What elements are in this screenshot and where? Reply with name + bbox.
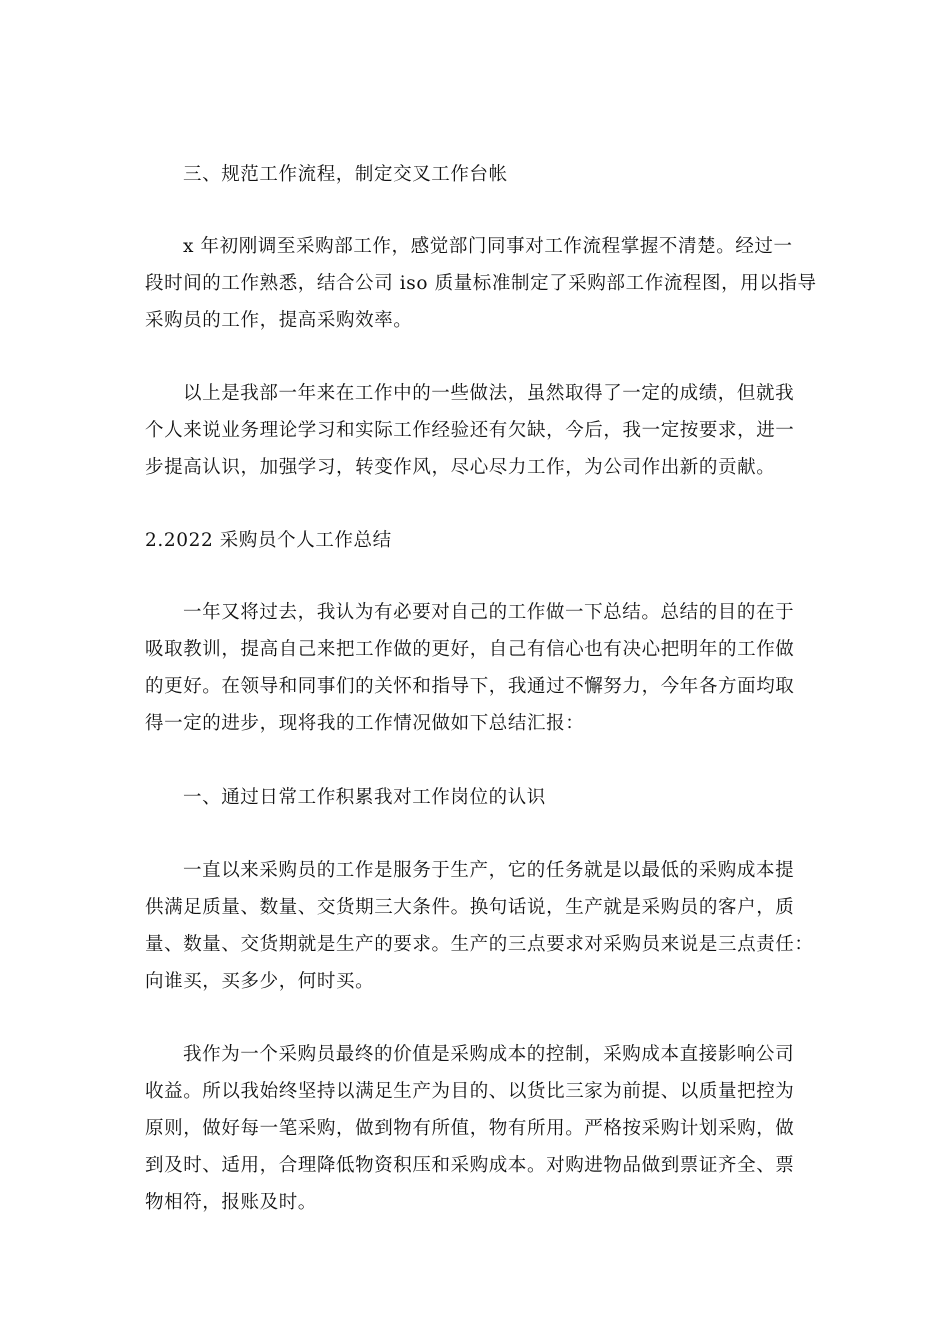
paragraph-line: 收益。所以我始终坚持以满足生产为目的、以货比三家为前提、以质量把控为 (145, 1081, 795, 1102)
paragraph-intro (145, 594, 815, 742)
section-title-text: 2.2022 采购员个人工作总结 (145, 530, 392, 551)
paragraph-role (145, 852, 815, 1000)
heading-text: 一、通过日常工作积累我对工作岗位的认识 (183, 787, 546, 808)
paragraph-line: 步提高认识，加强学习，转变作风，尽心尽力工作，为公司作出新的贡献。 (145, 457, 776, 478)
paragraph-line: 原则，做好每一笔采购，做到物有所值，物有所用。严格按采购计划采购，做 (145, 1118, 795, 1139)
section-heading-one (145, 779, 815, 816)
paragraph-workflow (145, 228, 815, 339)
paragraph-line: 一年又将过去，我认为有必要对自己的工作做一下总结。总结的目的在于 (183, 602, 795, 623)
paragraph-line: 量、数量、交货期就是生产的要求。生产的三点要求对采购员来说是三点责任： (145, 934, 814, 955)
paragraph-line: 段时间的工作熟悉，结合公司 iso 质量标准制定了采购部工作流程图，用以指导 (145, 273, 817, 294)
paragraph-line: 以上是我部一年来在工作中的一些做法，虽然取得了一定的成绩，但就我 (183, 383, 795, 404)
paragraph-line: 采购员的工作，提高采购效率。 (145, 310, 413, 331)
paragraph-line: 到及时、适用，合理降低物资积压和采购成本。对购进物品做到票证齐全、票 (145, 1155, 795, 1176)
paragraph-summary (145, 375, 815, 486)
paragraph-line: 物相符，报账及时。 (145, 1192, 317, 1213)
paragraph-cost-control (145, 1036, 815, 1221)
section-heading-three (145, 156, 815, 193)
paragraph-line: 得一定的进步，现将我的工作情况做如下总结汇报： (145, 713, 585, 734)
heading-text: 三、规范工作流程，制定交叉工作台帐 (183, 164, 508, 185)
section-title (145, 522, 815, 559)
paragraph-line: x 年初刚调至采购部工作，感觉部门同事对工作流程掌握不清楚。经过一 (183, 236, 793, 257)
paragraph-line: 的更好。在领导和同事们的关怀和指导下，我通过不懈努力，今年各方面均取 (145, 676, 795, 697)
paragraph-line: 一直以来采购员的工作是服务于生产，它的任务就是以最低的采购成本提 (183, 860, 795, 881)
paragraph-line: 个人来说业务理论学习和实际工作经验还有欠缺，今后，我一定按要求，进一 (145, 420, 795, 441)
paragraph-line: 供满足质量、数量、交货期三大条件。换句话说，生产就是采购员的客户，质 (145, 897, 795, 918)
paragraph-line: 向谁买，买多少，何时买。 (145, 971, 375, 992)
paragraph-line: 我作为一个采购员最终的价值是采购成本的控制，采购成本直接影响公司 (183, 1044, 795, 1065)
paragraph-line: 吸取教训，提高自己来把工作做的更好，自己有信心也有决心把明年的工作做 (145, 639, 795, 660)
